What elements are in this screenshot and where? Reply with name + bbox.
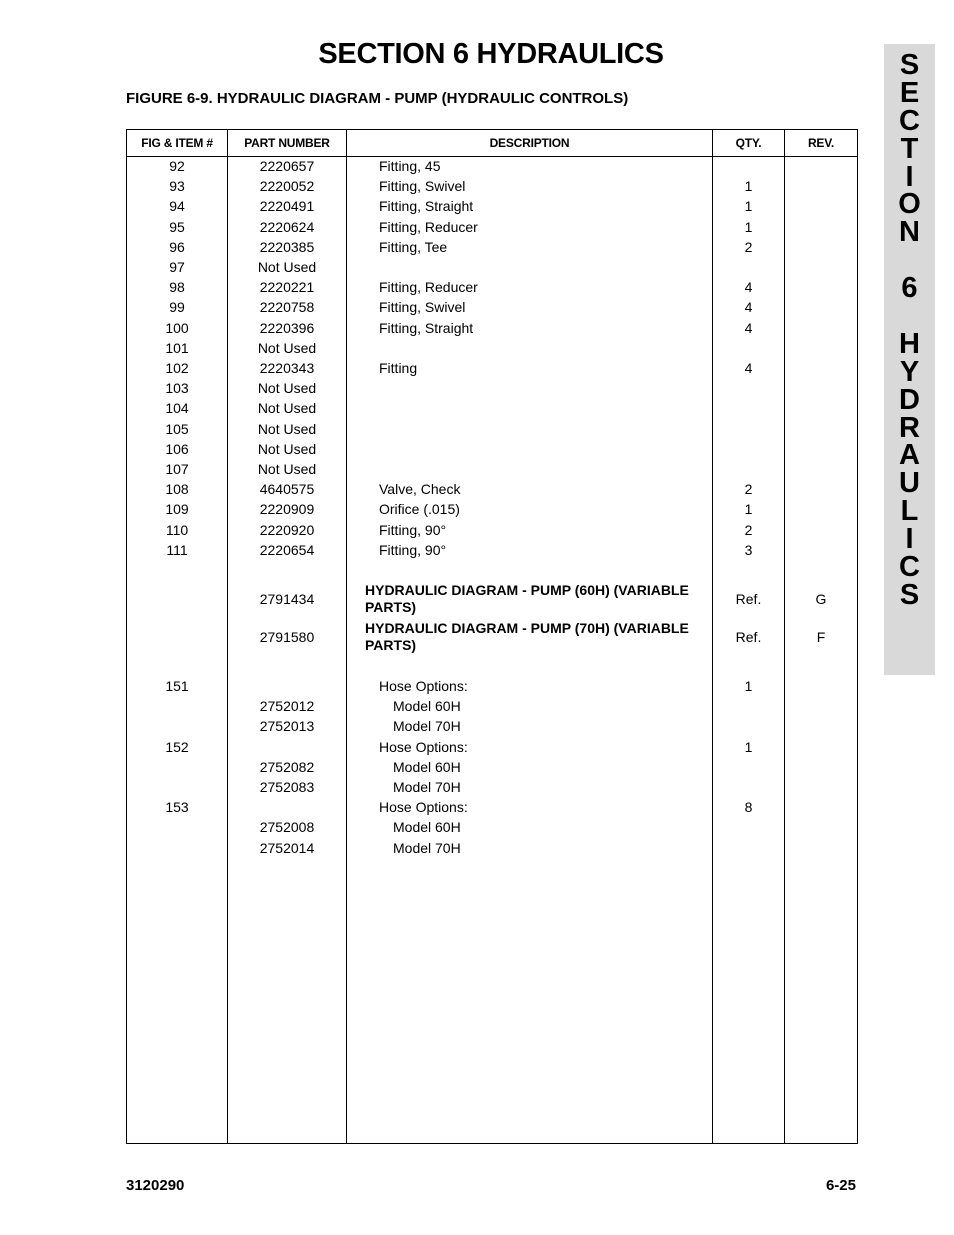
side-tab-letter: I xyxy=(905,160,914,193)
side-tab-letter: L xyxy=(900,495,919,528)
hose-row-description: Hose Options: xyxy=(379,799,468,816)
column-header-part-number: PART NUMBER xyxy=(244,136,330,150)
table-row-item: 105 xyxy=(165,420,189,437)
hose-row-description: Hose Options: xyxy=(379,738,468,755)
side-tab-letter: S xyxy=(899,578,920,611)
table-row-part-number: 2220624 xyxy=(259,218,315,235)
table-row-item: 98 xyxy=(169,279,185,296)
side-tab-letter: C xyxy=(899,104,920,137)
table-row-qty: 2 xyxy=(744,238,753,255)
table-row-item: 103 xyxy=(165,380,189,397)
assembly-rev: G xyxy=(815,591,827,607)
document-number: 3120290 xyxy=(126,1177,185,1194)
table-row-item: 106 xyxy=(165,440,189,457)
side-tab-letter: O xyxy=(898,188,921,221)
column-header-item: FIG & ITEM # xyxy=(141,136,213,150)
table-row-part-number: Not Used xyxy=(257,400,317,417)
hose-row-description: Model 60H xyxy=(393,819,461,836)
table-row-description: Fitting, Tee xyxy=(379,238,448,255)
table-row-description: Fitting xyxy=(379,360,418,376)
side-tab-letter xyxy=(884,247,935,275)
table-row-qty: 4 xyxy=(744,319,753,336)
hose-row-description: Hose Options: xyxy=(379,678,468,694)
table-row-description: Fitting, Reducer xyxy=(379,218,478,235)
hose-row-part-number: 2752083 xyxy=(259,779,315,795)
parts-table xyxy=(126,129,858,1144)
hose-row-description: Model 70H xyxy=(393,718,461,735)
column-header-description: DESCRIPTION xyxy=(489,136,570,150)
hose-row-part-number: 2752014 xyxy=(259,839,315,856)
column-header-rev: REV. xyxy=(807,136,835,150)
page-title: SECTION 6 HYDRAULICS xyxy=(318,38,664,70)
column-divider xyxy=(346,130,347,1143)
table-row-description: Fitting, 90° xyxy=(379,541,447,558)
table-row-part-number: 2220654 xyxy=(259,541,315,558)
table-row-item: 93 xyxy=(169,178,185,195)
table-row-qty: 4 xyxy=(744,279,753,296)
table-row-part-number: 2220343 xyxy=(259,360,315,376)
hose-row-description: Model 60H xyxy=(393,758,461,775)
hose-row-qty: 1 xyxy=(744,738,753,755)
hose-row-description: Model 70H xyxy=(393,839,461,856)
table-row-item: 92 xyxy=(169,158,185,174)
side-tab-letter: E xyxy=(899,76,920,109)
side-tab-letter: R xyxy=(899,411,920,444)
table-row-item: 102 xyxy=(165,360,189,376)
hose-row-description: Model 60H xyxy=(393,698,461,715)
table-row-item: 100 xyxy=(165,319,189,336)
table-row-item: 95 xyxy=(169,218,185,235)
table-row-part-number: 2220052 xyxy=(259,178,315,195)
hose-row-part-number: 2752012 xyxy=(259,698,315,715)
side-tab-letter: I xyxy=(905,523,914,556)
assembly-description: HYDRAULIC DIAGRAM - PUMP (60H) (VARIABLE PARTS) xyxy=(365,582,689,615)
hose-row-item: 151 xyxy=(165,678,189,694)
table-row-part-number: Not Used xyxy=(257,461,317,477)
table-row-part-number: 4640575 xyxy=(259,481,315,498)
table-row-description: Fitting, Reducer xyxy=(379,279,478,296)
table-row-qty: 4 xyxy=(744,360,753,376)
assembly-part-number: 2791580 xyxy=(259,629,315,645)
table-row-part-number: Not Used xyxy=(257,420,317,437)
assembly-description: HYDRAULIC DIAGRAM - PUMP (70H) (VARIABLE PARTS) xyxy=(365,620,689,653)
table-row-part-number: 2220657 xyxy=(259,158,315,174)
table-row-qty: 1 xyxy=(744,178,753,195)
hose-row-qty: 8 xyxy=(744,799,753,816)
table-row-part-number: 2220920 xyxy=(259,521,315,538)
section-side-tab xyxy=(884,44,935,675)
table-row-part-number: Not Used xyxy=(257,440,317,457)
table-row-description: Fitting, 90° xyxy=(379,521,447,538)
table-row-part-number: Not Used xyxy=(257,339,317,356)
table-row-part-number: Not Used xyxy=(257,380,317,397)
table-row-item: 99 xyxy=(169,299,185,316)
table-row-qty: 2 xyxy=(744,481,753,498)
table-row-item: 110 xyxy=(165,521,189,538)
table-row-item: 96 xyxy=(169,238,185,255)
side-tab-letter: N xyxy=(899,216,920,249)
table-row-description: Fitting, Straight xyxy=(379,198,474,215)
table-row-description: Fitting, Swivel xyxy=(379,178,466,195)
table-row-part-number: 2220758 xyxy=(259,299,315,316)
side-tab-letter xyxy=(884,303,935,331)
hose-row-description: Model 70H xyxy=(393,779,461,795)
table-row-qty: 3 xyxy=(744,541,753,558)
hose-row-part-number: 2752013 xyxy=(259,718,315,735)
side-tab-letter: U xyxy=(899,467,920,500)
table-row-qty: 2 xyxy=(744,521,753,538)
table-row-item: 107 xyxy=(165,461,189,477)
table-row-qty: 1 xyxy=(744,501,753,518)
page-number: 6-25 xyxy=(825,1177,856,1194)
assembly-qty: Ref. xyxy=(735,629,762,645)
column-header-qty: QTY. xyxy=(735,136,762,150)
table-row-qty: 1 xyxy=(744,198,753,215)
side-tab-letter: Y xyxy=(899,355,920,388)
table-row-part-number: 2220396 xyxy=(259,319,315,336)
table-row-qty: 4 xyxy=(744,299,753,316)
table-row-item: 109 xyxy=(165,501,189,518)
table-row-item: 111 xyxy=(166,541,188,558)
table-row-description: Valve, Check xyxy=(379,481,461,498)
side-tab-letter: C xyxy=(899,551,920,584)
table-row-qty: 1 xyxy=(744,218,753,235)
assembly-qty: Ref. xyxy=(735,591,762,607)
hose-row-part-number: 2752008 xyxy=(259,819,315,836)
table-row-part-number: 2220385 xyxy=(259,238,315,255)
table-row-part-number: Not Used xyxy=(257,259,317,275)
table-row-description: Fitting, Straight xyxy=(379,319,474,336)
hose-row-item: 152 xyxy=(165,738,189,755)
table-row-part-number: 2220491 xyxy=(259,198,315,215)
table-row-item: 94 xyxy=(169,198,185,215)
hose-row-part-number: 2752082 xyxy=(259,758,315,775)
table-row-part-number: 2220221 xyxy=(259,279,315,296)
assembly-part-number: 2791434 xyxy=(259,591,315,607)
table-row-item: 108 xyxy=(165,481,189,498)
header-divider xyxy=(127,156,857,157)
side-tab-letters xyxy=(884,49,935,611)
assembly-rev: F xyxy=(816,629,826,645)
hose-row-item: 153 xyxy=(165,799,189,816)
table-row-part-number: 2220909 xyxy=(259,501,315,518)
table-row-item: 101 xyxy=(165,339,189,356)
side-tab-letter: A xyxy=(899,439,920,472)
table-row-item: 104 xyxy=(165,400,189,417)
side-tab-letter: D xyxy=(899,383,920,416)
table-row-description: Orifice (.015) xyxy=(379,501,460,518)
table-row-item: 97 xyxy=(169,259,185,275)
table-row-description: Fitting, 45 xyxy=(379,158,441,174)
side-tab-letter: 6 xyxy=(901,272,918,305)
hose-row-qty: 1 xyxy=(744,678,753,694)
side-tab-letter: T xyxy=(900,132,919,165)
side-tab-letter: H xyxy=(899,327,920,360)
side-tab-letter: S xyxy=(899,49,920,81)
figure-title: FIGURE 6-9. HYDRAULIC DIAGRAM - PUMP (HYDRAULIC CONTROLS) xyxy=(126,90,629,107)
table-row-description: Fitting, Swivel xyxy=(379,299,466,316)
